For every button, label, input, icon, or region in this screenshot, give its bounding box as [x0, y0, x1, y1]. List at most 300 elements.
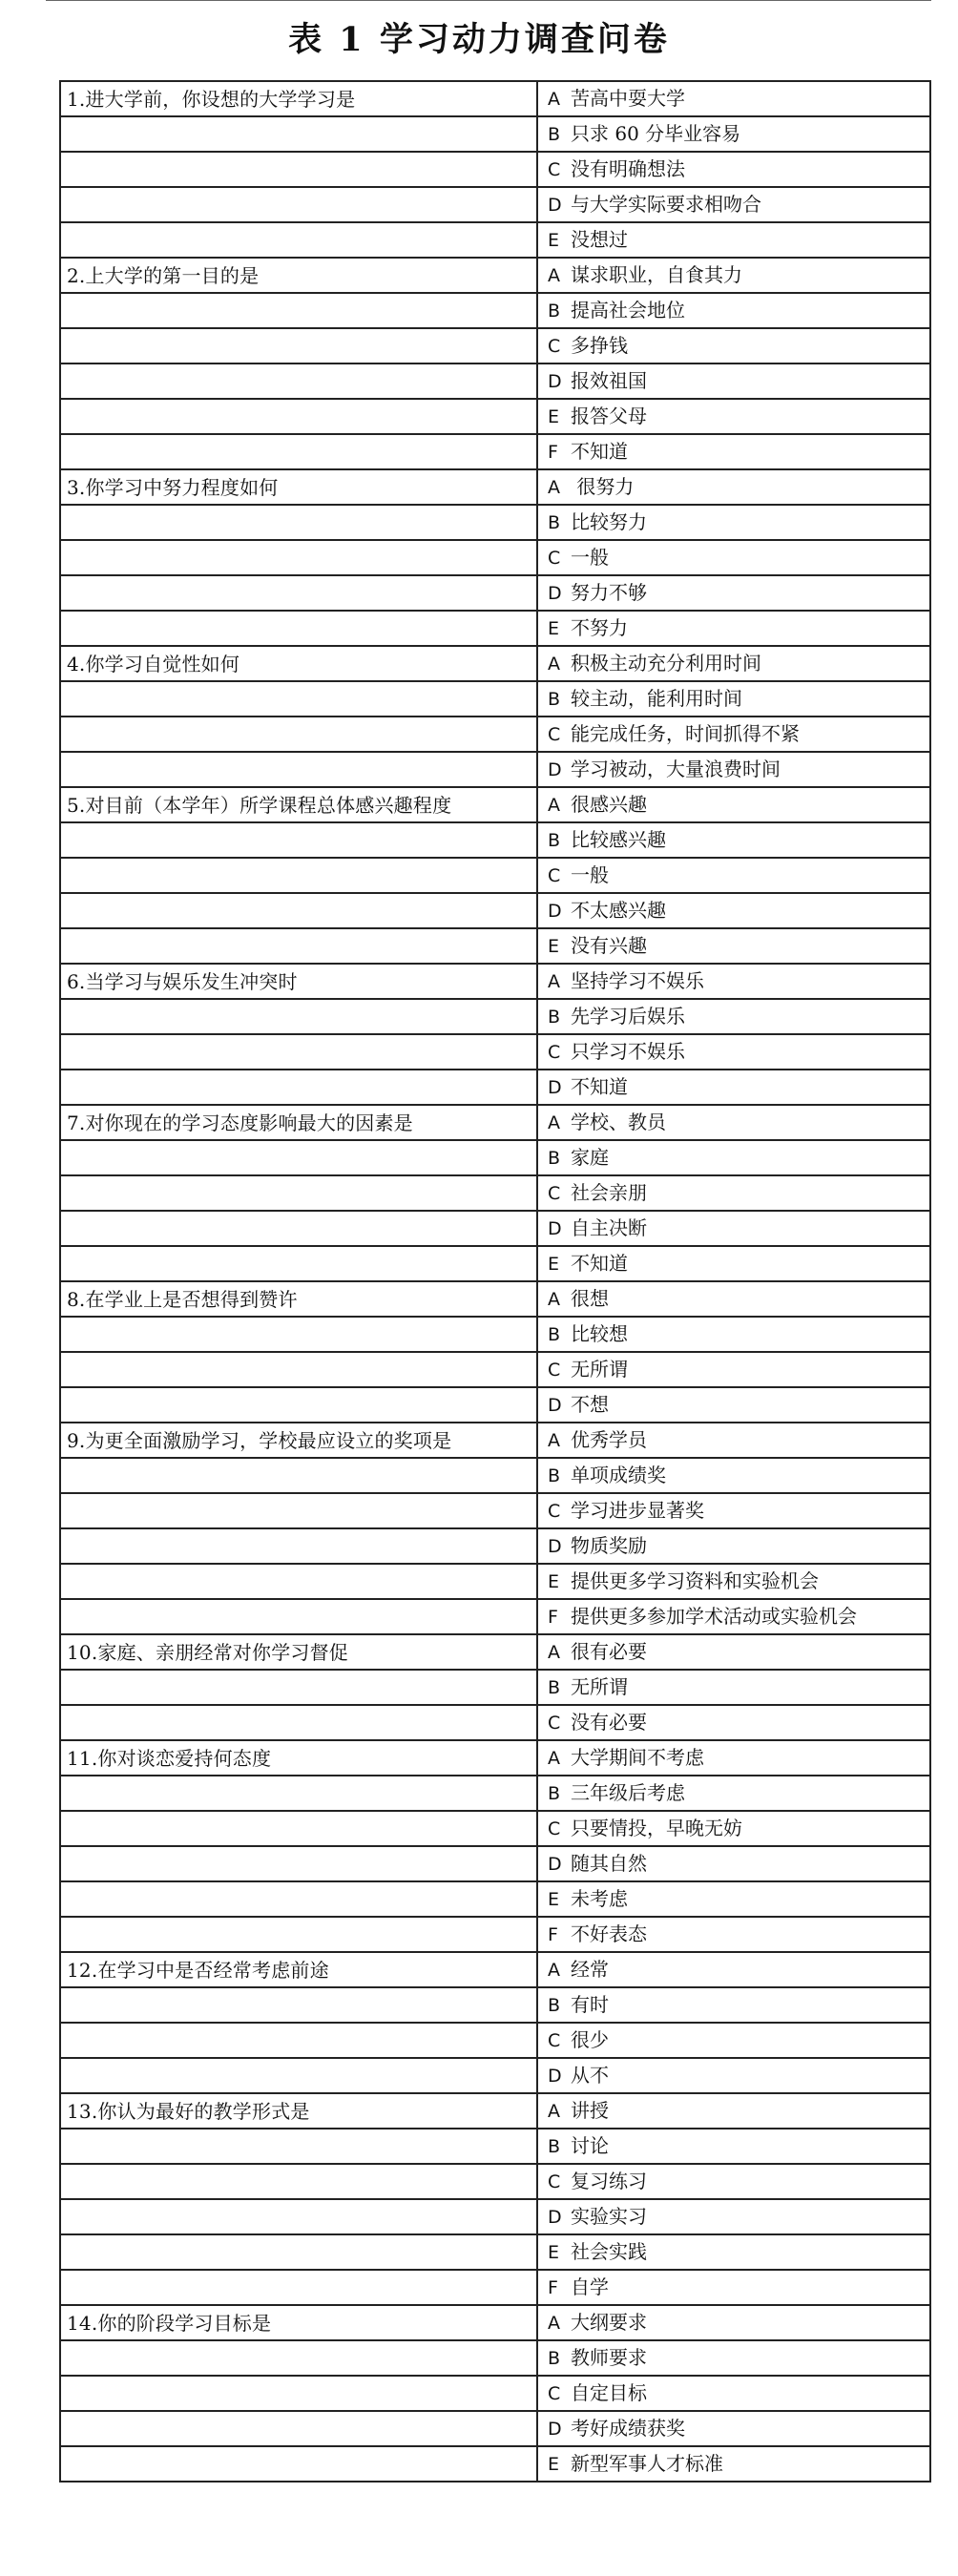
option-cell: [537, 2234, 930, 2270]
table-row: [60, 2164, 930, 2199]
option-letter: A: [548, 971, 560, 992]
option-text: 复习练习: [571, 2170, 647, 2192]
option-text: 无所谓: [571, 1358, 628, 1381]
option-letter: D: [548, 2207, 562, 2228]
empty-question-cell: [60, 1246, 537, 1281]
option-text: 比较努力: [571, 510, 647, 533]
question-text: 9.为更全面激励学习，学校最应设立的奖项是: [67, 1428, 452, 1452]
option-cell: [537, 1599, 930, 1634]
option-cell: [537, 2411, 930, 2446]
option-letter: C: [548, 2383, 561, 2404]
option-text: 考好成绩获奖: [571, 2417, 685, 2440]
empty-question-cell: [60, 1211, 537, 1246]
table-row: [60, 328, 930, 364]
option-letter: F: [548, 1924, 558, 1945]
question-cell: [60, 964, 537, 999]
option-text: 提供更多参加学术活动或实验机会: [571, 1605, 857, 1628]
table-row: [60, 1246, 930, 1281]
option-letter: A: [548, 2313, 560, 2334]
table-row: [60, 1881, 930, 1917]
question-text: 5.对目前（本学年）所学课程总体感兴趣程度: [67, 793, 452, 817]
empty-question-cell: [60, 434, 537, 469]
option-text: 家庭: [571, 1146, 609, 1169]
option-cell: [537, 2305, 930, 2340]
table-row: [60, 893, 930, 928]
empty-question-cell: [60, 1317, 537, 1352]
table-row: [60, 152, 930, 187]
option-letter: B: [548, 1783, 561, 1804]
option-text: 单项成绩奖: [571, 1464, 666, 1486]
option-letter: A: [548, 477, 560, 498]
empty-question-cell: [60, 540, 537, 575]
option-letter: D: [548, 1077, 562, 1098]
option-cell: [537, 928, 930, 964]
table-row: [60, 1034, 930, 1070]
option-cell: [537, 2270, 930, 2305]
option-letter: E: [548, 1889, 560, 1910]
option-text: 只求 60 分毕业容易: [571, 122, 741, 145]
option-cell: [537, 469, 930, 505]
question-cell: [60, 1952, 537, 1987]
empty-question-cell: [60, 1387, 537, 1423]
option-cell: [537, 1987, 930, 2023]
table-row: [60, 1776, 930, 1811]
question-text: 10.家庭、亲朋经常对你学习督促: [67, 1640, 349, 1664]
empty-question-cell: [60, 858, 537, 893]
option-letter: A: [548, 1430, 560, 1451]
table-row: [60, 858, 930, 893]
option-letter: C: [548, 1818, 561, 1839]
option-cell: [537, 1917, 930, 1952]
option-text: 教师要求: [571, 2346, 647, 2369]
option-text: 先学习后娱乐: [571, 1005, 685, 1028]
option-text: 能完成任务，时间抓得不紧: [571, 722, 800, 745]
question-text: 14.你的阶段学习目标是: [67, 2311, 272, 2335]
option-cell: [537, 434, 930, 469]
option-letter: C: [548, 865, 561, 886]
question-cell: [60, 469, 537, 505]
table-row: [60, 2093, 930, 2129]
option-letter: A: [548, 795, 560, 816]
table-row: [60, 1105, 930, 1140]
table-row: [60, 293, 930, 328]
option-letter: C: [548, 2030, 561, 2051]
option-letter: C: [548, 336, 561, 357]
option-cell: [537, 1140, 930, 1175]
option-cell: [537, 2164, 930, 2199]
table-row: [60, 646, 930, 681]
option-text: 自定目标: [571, 2381, 647, 2404]
table-row: [60, 1528, 930, 1564]
option-text: 优秀学员: [571, 1428, 647, 1451]
option-cell: [537, 81, 930, 116]
option-cell: [537, 575, 930, 611]
empty-question-cell: [60, 1070, 537, 1105]
option-cell: [537, 293, 930, 328]
option-text: 学校、教员: [571, 1111, 666, 1133]
option-text: 实验实习: [571, 2205, 647, 2228]
option-cell: [537, 681, 930, 717]
question-text: 4.你学习自觉性如何: [67, 652, 240, 675]
option-cell: [537, 1175, 930, 1211]
empty-question-cell: [60, 1670, 537, 1705]
option-text: 从不: [571, 2064, 609, 2087]
option-cell: [537, 1105, 930, 1140]
option-letter: A: [548, 654, 560, 675]
table-row: [60, 1599, 930, 1634]
table-row: [60, 1211, 930, 1246]
question-text: 1.进大学前，你设想的大学学习是: [67, 87, 356, 111]
option-letter: B: [548, 512, 561, 533]
option-text: 不太感兴趣: [571, 899, 666, 922]
option-text: 学习进步显著奖: [571, 1499, 704, 1522]
empty-question-cell: [60, 1458, 537, 1493]
question-text: 13.你认为最好的教学形式是: [67, 2099, 310, 2123]
option-text: 一般: [571, 863, 609, 886]
table-row: [60, 2234, 930, 2270]
option-letter: D: [548, 195, 562, 216]
option-text: 没有兴趣: [571, 934, 647, 957]
table-row: [60, 434, 930, 469]
option-letter: C: [548, 1360, 561, 1381]
empty-question-cell: [60, 752, 537, 787]
empty-question-cell: [60, 1493, 537, 1528]
option-cell: [537, 328, 930, 364]
empty-question-cell: [60, 1564, 537, 1599]
option-letter: D: [548, 1218, 562, 1239]
option-cell: [537, 187, 930, 222]
table-row: [60, 964, 930, 999]
option-text: 多挣钱: [571, 334, 628, 357]
table-row: [60, 2199, 930, 2234]
option-cell: [537, 2340, 930, 2376]
empty-question-cell: [60, 187, 537, 222]
option-letter: E: [548, 406, 560, 427]
table-row: [60, 1423, 930, 1458]
option-cell: [537, 152, 930, 187]
option-letter: C: [548, 1183, 561, 1204]
option-cell: [537, 540, 930, 575]
option-text: 无所谓: [571, 1675, 628, 1698]
option-letter: A: [548, 1960, 560, 1981]
option-cell: [537, 1776, 930, 1811]
question-text: 8.在学业上是否想得到赞许: [67, 1287, 298, 1311]
table-row: [60, 681, 930, 717]
option-text: 很感兴趣: [571, 793, 647, 816]
table-row: [60, 1740, 930, 1776]
empty-question-cell: [60, 893, 537, 928]
table-row: [60, 1670, 930, 1705]
option-cell: [537, 1952, 930, 1987]
survey-table: [59, 80, 931, 2483]
option-cell: [537, 787, 930, 822]
option-cell: [537, 1070, 930, 1105]
question-cell: [60, 2093, 537, 2129]
option-cell: [537, 116, 930, 152]
option-text: 苦高中耍大学: [571, 87, 685, 110]
option-cell: [537, 2023, 930, 2058]
option-text: 很少: [571, 2028, 609, 2051]
option-letter: D: [548, 759, 562, 780]
option-cell: [537, 505, 930, 540]
table-row: [60, 540, 930, 575]
table-row: [60, 2129, 930, 2164]
table-row: [60, 2411, 930, 2446]
option-cell: [537, 1246, 930, 1281]
option-text: 随其自然: [571, 1852, 647, 1875]
option-text: 报效祖国: [571, 369, 647, 392]
option-cell: [537, 1881, 930, 1917]
option-text: 不想: [571, 1393, 609, 1416]
table-row: [60, 1070, 930, 1105]
option-cell: [537, 893, 930, 928]
table-row: [60, 187, 930, 222]
option-cell: [537, 399, 930, 434]
option-text: 努力不够: [571, 581, 647, 604]
question-text: 11.你对谈恋爱持何态度: [67, 1746, 272, 1770]
option-text: 与大学实际要求相吻合: [571, 193, 761, 216]
question-cell: [60, 1281, 537, 1317]
empty-question-cell: [60, 2058, 537, 2093]
option-letter: E: [548, 1254, 560, 1275]
empty-question-cell: [60, 2376, 537, 2411]
question-cell: [60, 1740, 537, 1776]
option-cell: [537, 1352, 930, 1387]
empty-question-cell: [60, 1599, 537, 1634]
table-row: [60, 505, 930, 540]
option-letter: B: [548, 124, 561, 145]
table-row: [60, 364, 930, 399]
option-letter: D: [548, 1536, 562, 1557]
option-letter: A: [548, 1748, 560, 1769]
option-cell: [537, 1846, 930, 1881]
option-letter: F: [548, 442, 558, 463]
option-text: 谋求职业，自食其力: [571, 263, 742, 286]
top-divider: [46, 0, 931, 1]
option-text: 很想: [571, 1287, 609, 1310]
option-text: 大学期间不考虑: [571, 1746, 704, 1769]
option-text: 只要情投，早晚无妨: [571, 1817, 742, 1839]
empty-question-cell: [60, 364, 537, 399]
option-letter: B: [548, 2136, 561, 2157]
option-cell: [537, 646, 930, 681]
option-text: 自主决断: [571, 1216, 647, 1239]
option-text: 学习被动，大量浪费时间: [571, 758, 781, 780]
option-text: 坚持学习不娱乐: [571, 969, 704, 992]
empty-question-cell: [60, 1811, 537, 1846]
empty-question-cell: [60, 2270, 537, 2305]
empty-question-cell: [60, 1881, 537, 1917]
option-text: 未考虑: [571, 1887, 628, 1910]
option-cell: [537, 2199, 930, 2234]
empty-question-cell: [60, 328, 537, 364]
table-row: [60, 717, 930, 752]
table-row: [60, 1493, 930, 1528]
empty-question-cell: [60, 2164, 537, 2199]
table-row: [60, 222, 930, 258]
option-letter: D: [548, 901, 562, 922]
table-row: [60, 81, 930, 116]
option-cell: [537, 1281, 930, 1317]
table-row: [60, 469, 930, 505]
option-text: 不知道: [571, 1075, 628, 1098]
option-text: 不好表态: [571, 1922, 647, 1945]
option-text: 新型军事人才标准: [571, 2452, 723, 2475]
option-text: 物质奖励: [571, 1534, 647, 1557]
option-cell: [537, 752, 930, 787]
empty-question-cell: [60, 1528, 537, 1564]
option-text: 讨论: [571, 2134, 609, 2157]
option-text: 没想过: [571, 228, 628, 251]
empty-question-cell: [60, 116, 537, 152]
option-cell: [537, 1705, 930, 1740]
empty-question-cell: [60, 2234, 537, 2270]
empty-question-cell: [60, 1140, 537, 1175]
option-letter: E: [548, 936, 560, 957]
table-row: [60, 1952, 930, 1987]
option-text: 经常: [571, 1958, 609, 1981]
option-cell: [537, 1423, 930, 1458]
question-cell: [60, 81, 537, 116]
option-letter: A: [548, 1289, 560, 1310]
option-cell: [537, 1811, 930, 1846]
option-letter: D: [548, 1395, 562, 1416]
option-text: 报答父母: [571, 405, 647, 427]
option-cell: [537, 1387, 930, 1423]
empty-question-cell: [60, 717, 537, 752]
question-cell: [60, 1423, 537, 1458]
option-cell: [537, 1740, 930, 1776]
table-row: [60, 2446, 930, 2482]
empty-question-cell: [60, 1987, 537, 2023]
option-cell: [537, 1034, 930, 1070]
table-row: [60, 2023, 930, 2058]
table-row: [60, 399, 930, 434]
empty-question-cell: [60, 2129, 537, 2164]
empty-question-cell: [60, 1705, 537, 1740]
table-row: [60, 999, 930, 1034]
option-cell: [537, 2376, 930, 2411]
table-row: [60, 1317, 930, 1352]
option-text: 提供更多学习资料和实验机会: [571, 1569, 819, 1592]
empty-question-cell: [60, 2446, 537, 2482]
option-text: 讲授: [571, 2099, 609, 2122]
empty-question-cell: [60, 681, 537, 717]
table-row: [60, 822, 930, 858]
option-letter: E: [548, 230, 560, 251]
option-letter: B: [548, 1324, 561, 1345]
survey-table-body: [60, 81, 930, 2482]
empty-question-cell: [60, 575, 537, 611]
table-row: [60, 1281, 930, 1317]
empty-question-cell: [60, 222, 537, 258]
option-text: 提高社会地位: [571, 299, 685, 322]
option-cell: [537, 2129, 930, 2164]
option-letter: B: [548, 2348, 561, 2369]
option-letter: D: [548, 2419, 562, 2440]
option-letter: A: [548, 1112, 560, 1133]
option-text: 有时: [571, 1993, 609, 2016]
table-row: [60, 1634, 930, 1670]
table-row: [60, 1387, 930, 1423]
empty-question-cell: [60, 2199, 537, 2234]
option-cell: [537, 1670, 930, 1705]
table-row: [60, 2058, 930, 2093]
option-text: 社会实践: [571, 2240, 647, 2263]
option-letter: E: [548, 618, 560, 639]
option-letter: A: [548, 1642, 560, 1663]
option-text: 自学: [571, 2275, 609, 2298]
table-row: [60, 1917, 930, 1952]
option-cell: [537, 1211, 930, 1246]
question-cell: [60, 1634, 537, 1670]
table-row: [60, 575, 930, 611]
option-letter: C: [548, 724, 561, 745]
option-cell: [537, 1528, 930, 1564]
option-cell: [537, 1634, 930, 1670]
table-row: [60, 1564, 930, 1599]
option-text: 一般: [571, 546, 609, 569]
option-text: 不知道: [571, 440, 628, 463]
empty-question-cell: [60, 1034, 537, 1070]
option-letter: B: [548, 1465, 561, 1486]
table-row: [60, 2270, 930, 2305]
empty-question-cell: [60, 1352, 537, 1387]
option-text: 较主动，能利用时间: [571, 687, 742, 710]
question-text: 7.对你现在的学习态度影响最大的因素是: [67, 1111, 413, 1134]
table-row: [60, 2376, 930, 2411]
question-text: 3.你学习中努力程度如何: [67, 475, 279, 499]
empty-question-cell: [60, 2411, 537, 2446]
question-cell: [60, 787, 537, 822]
empty-question-cell: [60, 505, 537, 540]
option-letter: E: [548, 2242, 560, 2263]
option-text: 没有明确想法: [571, 157, 685, 180]
option-text: 三年级后考虑: [571, 1781, 685, 1804]
option-cell: [537, 964, 930, 999]
table-row: [60, 1811, 930, 1846]
option-letter: A: [548, 89, 560, 110]
option-letter: C: [548, 1713, 561, 1734]
question-cell: [60, 2305, 537, 2340]
table-row: [60, 258, 930, 293]
option-letter: A: [548, 2101, 560, 2122]
option-text: 很努力: [571, 475, 635, 498]
option-cell: [537, 822, 930, 858]
option-text: 比较想: [571, 1322, 628, 1345]
option-letter: C: [548, 2171, 561, 2192]
option-text: 只学习不娱乐: [571, 1040, 685, 1063]
table-row: [60, 1175, 930, 1211]
empty-question-cell: [60, 1776, 537, 1811]
table-row: [60, 787, 930, 822]
option-cell: [537, 999, 930, 1034]
table-row: [60, 2305, 930, 2340]
option-letter: C: [548, 548, 561, 569]
empty-question-cell: [60, 2340, 537, 2376]
option-letter: C: [548, 159, 561, 180]
empty-question-cell: [60, 399, 537, 434]
table-row: [60, 1140, 930, 1175]
option-letter: D: [548, 2066, 562, 2087]
empty-question-cell: [60, 293, 537, 328]
option-text: 很有必要: [571, 1640, 647, 1663]
table-row: [60, 928, 930, 964]
option-cell: [537, 858, 930, 893]
option-cell: [537, 2446, 930, 2482]
option-cell: [537, 717, 930, 752]
empty-question-cell: [60, 611, 537, 646]
